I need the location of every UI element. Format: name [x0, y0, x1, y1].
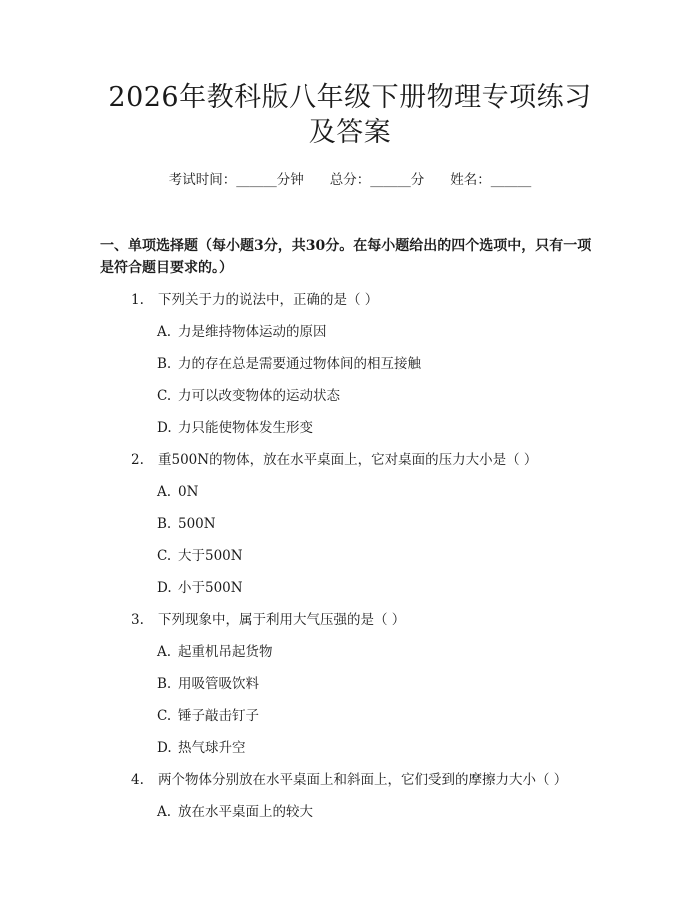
option-text: 大于500N	[178, 548, 243, 564]
option-list	[100, 481, 600, 599]
option-letter: A.	[157, 324, 172, 340]
option	[100, 353, 600, 375]
question	[100, 289, 600, 311]
time-label: 考试时间：	[168, 172, 237, 188]
time-unit: 分钟	[276, 172, 304, 188]
time-blank: ______	[236, 172, 277, 188]
option-list	[100, 321, 600, 439]
score-unit: 分	[410, 172, 425, 188]
question-text: 下列现象中，属于利用大气压强的是（ ）	[158, 612, 406, 628]
option	[100, 417, 600, 439]
option-list	[100, 801, 600, 823]
option	[100, 673, 600, 695]
document-title: 2026年教科版八年级下册物理专项练习及答案	[108, 82, 592, 148]
question	[100, 449, 600, 471]
option-text: 力可以改变物体的运动状态	[178, 388, 340, 404]
score-label: 总分：	[329, 172, 371, 188]
question-text: 两个物体分别放在水平桌面上和斜面上，它们受到的摩擦力大小（ ）	[158, 772, 568, 788]
option-text: 放在水平桌面上的较大	[178, 804, 313, 820]
question-block	[100, 769, 600, 823]
option	[100, 385, 600, 407]
question-number: 4.	[131, 772, 144, 788]
option	[100, 545, 600, 567]
option	[100, 481, 600, 503]
question-text: 下列关于力的说法中，正确的是（ ）	[158, 292, 379, 308]
score-blank: ______	[370, 172, 411, 188]
option	[100, 577, 600, 599]
question	[100, 769, 600, 791]
option	[100, 641, 600, 663]
option-letter: D.	[157, 740, 172, 756]
option-letter: D.	[157, 420, 172, 436]
option-text: 锤子敲击钉子	[178, 708, 259, 724]
option-text: 用吸管吸饮料	[178, 676, 259, 692]
option	[100, 801, 600, 823]
option	[100, 705, 600, 727]
option-text: 力只能使物体发生形变	[178, 420, 313, 436]
question-text: 重500N的物体，放在水平桌面上，它对桌面的压力大小是（ ）	[158, 452, 538, 468]
question-block	[100, 449, 600, 599]
option-text: 500N	[178, 516, 216, 532]
option-text: 小于500N	[178, 580, 243, 596]
name-blank: ______	[490, 172, 532, 188]
section-heading: 一、单项选择题（每小题3分，共30分。在每小题给出的四个选项中，只有一项是符合题目要求的。）	[100, 238, 592, 276]
option-letter: C.	[157, 548, 172, 564]
option-letter: A.	[157, 804, 172, 820]
option-list	[100, 641, 600, 759]
option-letter: C.	[157, 388, 172, 404]
question	[100, 609, 600, 631]
name-label: 姓名：	[450, 172, 491, 188]
option-text: 力是维持物体运动的原因	[178, 324, 327, 340]
option-text: 0N	[178, 484, 199, 500]
option-letter: B.	[157, 356, 172, 372]
question-number: 2.	[131, 452, 144, 468]
option-letter: A.	[157, 644, 172, 660]
option-letter: B.	[157, 516, 172, 532]
option-letter: D.	[157, 580, 172, 596]
question-block	[100, 609, 600, 759]
question-number: 3.	[131, 612, 144, 628]
question-block	[100, 289, 600, 439]
option-text: 起重机吊起货物	[178, 644, 273, 660]
option	[100, 321, 600, 343]
option	[100, 513, 600, 535]
option-text: 力的存在总是需要通过物体间的相互接触	[178, 356, 421, 372]
exam-info	[100, 171, 600, 189]
option-letter: B.	[157, 676, 172, 692]
option-letter: A.	[157, 484, 172, 500]
option-letter: C.	[157, 708, 172, 724]
option-text: 热气球升空	[178, 740, 246, 756]
question-number: 1.	[131, 292, 144, 308]
option	[100, 737, 600, 759]
